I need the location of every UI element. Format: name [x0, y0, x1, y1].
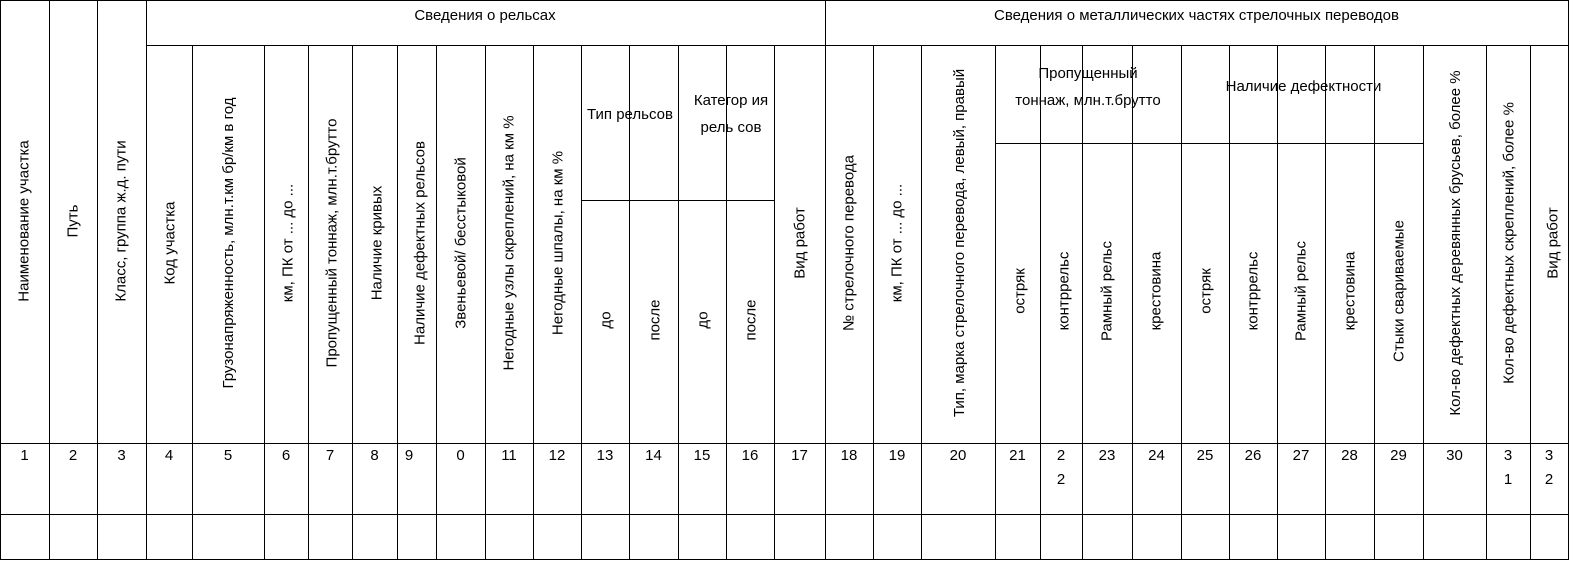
column-number: 25 [1196, 447, 1214, 464]
grid-line-vertical [921, 45, 922, 559]
grid-line-vertical [825, 0, 826, 559]
grid-line-vertical [1040, 143, 1041, 559]
grid-line-vertical [0, 0, 1, 559]
col-section-name: Наименование участка [15, 140, 33, 302]
column-number: 20 [949, 447, 967, 464]
col-defective-bars: Кол-во дефектных деревянных брусьев, более % [1446, 70, 1464, 416]
subheader-rail-type: Тип рельсов [587, 105, 673, 123]
col-rail-type-after: после [646, 299, 664, 341]
grid-line-vertical [1181, 45, 1182, 559]
grid-line-vertical [726, 200, 727, 559]
col-work-type-switches: Вид работ [1544, 207, 1562, 279]
grid-line-vertical [1486, 45, 1487, 559]
col-freight-density: Грузонапряженность, млн.т.км бр/км в год [219, 97, 237, 389]
column-number: 17 [791, 447, 808, 464]
grid-line-vertical [146, 0, 147, 559]
grid-line-vertical [629, 200, 630, 559]
column-number: 7 [325, 447, 335, 464]
subheader-rail-category: Категор ия рель сов [693, 92, 769, 136]
column-number: 30 [1446, 447, 1463, 464]
column-number: 9 [404, 447, 414, 464]
grid-line-vertical [873, 45, 874, 559]
grid-line-vertical [352, 45, 353, 559]
grid-line-vertical [533, 45, 534, 559]
grid-line-vertical [97, 0, 98, 559]
col-jointed-jointless: Звеньевой/ бесстыковой [452, 157, 470, 329]
col-switch-number: № стрелочного перевода [840, 155, 858, 331]
grid-line-vertical [1082, 143, 1083, 559]
column-number: 29 [1390, 447, 1407, 464]
column-number: 26 [1244, 447, 1262, 464]
col-section-code: Код участка [161, 201, 179, 285]
column-number: 13 [596, 447, 614, 464]
col-tonnage-stock-rail: Рамный рельс [1098, 240, 1116, 342]
column-number: 6 [281, 447, 291, 464]
grid-line-vertical [1325, 143, 1326, 559]
col-curves: Наличие кривых [368, 185, 386, 301]
column-number: 0 [456, 447, 465, 464]
group-header-rails: Сведения о рельсах [414, 6, 556, 24]
column-number: 31 [1503, 447, 1513, 488]
col-work-type-rails: Вид работ [791, 207, 809, 279]
column-number: 22 [1056, 447, 1066, 488]
grid-line-vertical [397, 45, 398, 559]
col-defective-fastenings: Кол-во дефектных скреплений, более % [1500, 102, 1518, 384]
group-header-switches: Сведения о металлических частях стрелочных переводов [994, 6, 1399, 24]
grid-line-vertical [1277, 143, 1278, 559]
grid-line-vertical [1132, 143, 1133, 559]
col-switch-km-pk: км, ПК от ... до ... [888, 183, 906, 303]
column-number: 21 [1009, 447, 1026, 464]
column-number: 5 [223, 447, 233, 464]
column-number: 28 [1341, 447, 1358, 464]
col-defective-rails: Наличие дефектных рельсов [411, 141, 429, 345]
grid-line-vertical [1530, 45, 1531, 559]
column-number: 16 [741, 447, 759, 464]
col-passed-tonnage: Пропущенный тоннаж, млн.т.брутто [323, 118, 341, 368]
column-number: 24 [1148, 447, 1165, 464]
col-track: Путь [64, 204, 82, 238]
grid-line-vertical [485, 45, 486, 559]
subheader-defects: Наличие дефектности [1225, 77, 1382, 95]
grid-line-horizontal [995, 143, 1424, 144]
grid-line-vertical [1568, 0, 1569, 559]
column-number: 27 [1292, 447, 1310, 464]
col-defect-stock-rail: Рамный рельс [1292, 240, 1310, 342]
grid-line-vertical [678, 45, 679, 559]
col-defect-frog: крестовина [1341, 251, 1359, 331]
column-number: 4 [164, 447, 174, 464]
subheader-passed-tonnage: Пропущенный тоннаж, млн.т.брутто [1015, 65, 1161, 109]
column-number: 19 [888, 447, 906, 464]
grid-line-vertical [774, 45, 775, 559]
col-defect-point: остряк [1197, 268, 1215, 314]
grid-line-vertical [1229, 143, 1230, 559]
grid-line-vertical [192, 45, 193, 559]
column-number: 1 [20, 447, 29, 464]
grid-line-vertical [1374, 143, 1375, 559]
col-defect-guardrail: контррельс [1244, 251, 1262, 331]
col-bad-sleepers: Негодные шпалы, на км % [549, 150, 567, 336]
col-tonnage-guardrail: контррельс [1055, 251, 1073, 331]
grid-line-vertical [995, 45, 996, 559]
grid-line-vertical [436, 45, 437, 559]
col-rail-category-after: после [742, 299, 760, 341]
col-tonnage-frog: крестовина [1147, 251, 1165, 331]
column-number: 8 [370, 447, 379, 464]
column-number: 11 [501, 447, 517, 464]
col-switch-type: Тип, марка стрелочного перевода, левый, правый [950, 68, 968, 418]
col-bad-fastenings: Негодные узлы скреплений, на км % [500, 115, 518, 371]
column-number: 32 [1544, 447, 1554, 488]
grid-line-horizontal [0, 559, 1569, 560]
col-welded-joints: Стыки свариваемые [1390, 220, 1408, 362]
grid-line-horizontal [146, 45, 1569, 46]
grid-line-vertical [264, 45, 265, 559]
col-km-pk: км, ПК от ... до ... [279, 183, 297, 303]
grid-line-horizontal [581, 200, 775, 201]
column-number: 18 [840, 447, 858, 464]
column-number: 12 [548, 447, 566, 464]
col-track-class: Класс, группа ж.д. пути [112, 140, 130, 302]
col-tonnage-point: остряк [1011, 268, 1029, 314]
grid-line-vertical [49, 0, 50, 559]
column-number: 23 [1098, 447, 1116, 464]
column-number: 15 [693, 447, 711, 464]
column-number: 2 [68, 447, 78, 464]
grid-line-horizontal [0, 514, 1569, 515]
grid-line-vertical [1423, 45, 1424, 559]
grid-line-vertical [308, 45, 309, 559]
column-number: 14 [645, 447, 662, 464]
col-rail-type-before: до [597, 311, 615, 329]
column-number: 3 [117, 447, 126, 464]
col-rail-category-before: до [694, 311, 712, 329]
grid-line-vertical [581, 45, 582, 559]
